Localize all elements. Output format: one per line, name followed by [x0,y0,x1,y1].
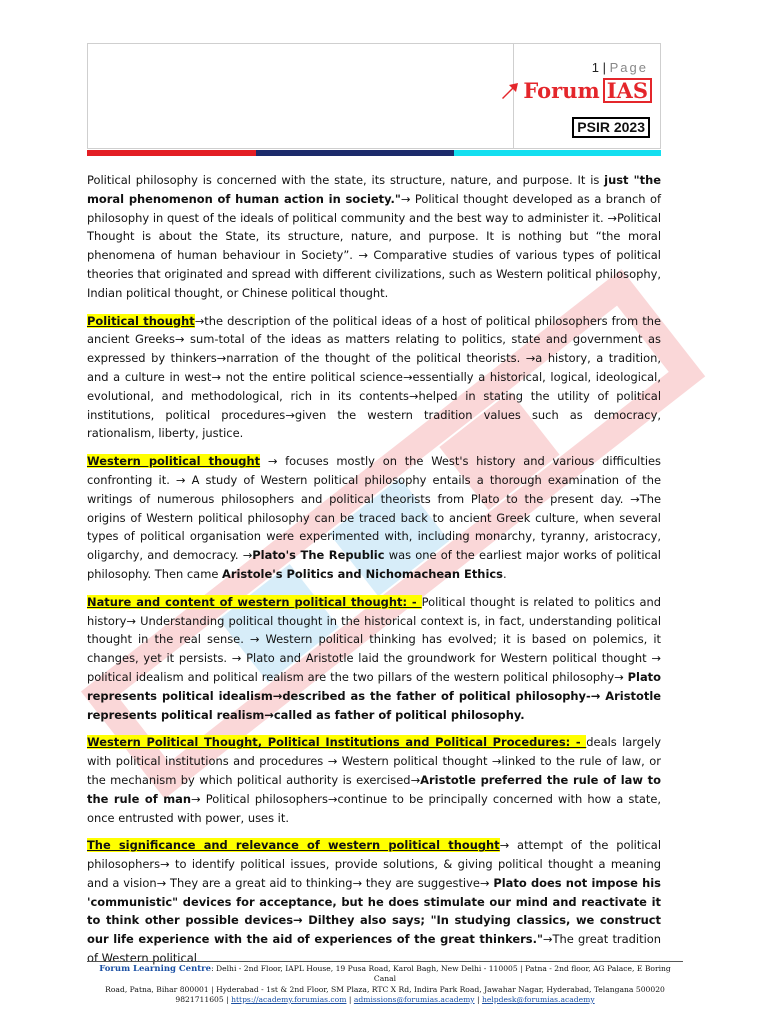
p6-text-a: → attempt of the political philosophers→ to identify political issues, provide solutions, & giving political thought a meaning and a vision→ They are a great aid to thinking→ they are suggestive→ [87,838,661,890]
footer-line-1 [87,964,683,985]
footer-address-2: Road, Patna, Bihar 800001 | Hyderabad - 1st & 2nd Floor, SM Plaza, RTC X Rd, Indira Park Road, Jawahar Nagar, Hyderabad, Telangana 500020 [105,984,665,994]
page-number [592,60,648,75]
p6-heading: The significance and relevance of western political thought [87,838,500,853]
p6-text-c: →The great tradition of Western political [87,932,661,966]
color-bar-red [87,150,256,156]
p3-heading: Western political thought [87,454,261,469]
p3-text-a: → focuses mostly on the West's history and various difficulties confronting it. → A study of Western political philosophy entails a thorough examination of the writings of numerous philosophers and political theorists from Plato to the present day. →The origins of Western political philosophy can be traced back to ancient Greek culture, when several types of political organisation were experimented with, including monarchy, tyranny, aristocracy, oligarchy, and democracy. → [87,454,662,563]
footer-label: Forum Learning Centre [99,964,212,974]
footer-line-3 [87,995,683,1005]
p2-text-a: →the description of the political ideas of a host of political philosophers from the ancient Greeks→ sum-total of the ideas as matters relating to politics, state and government as expressed by thinkers→narration of the thought of the political theorists. →a history, a tradition, and a culture in west→ not the entire political science→essentially a historical, logical, ideological, evolutional, and methodological, rich in its contents→helped in stating the utility of political institutions, political procedures→given the western tradition values such as democracy, rationalism, liberty, justice. [87,313,662,441]
p1-text-b: just "the moral phenomenon of human action in society." [87,173,661,206]
paragraph-significance [87,836,661,968]
p4-heading: Nature and content of western political thought: - [87,594,422,609]
p3-text-b: Plato's The Republic [252,548,385,563]
forumias-logo [500,78,652,103]
footer-helpdesk-email-link[interactable]: helpdesk@forumias.academy [481,994,595,1004]
header-color-bar [87,150,661,156]
p4-text-b: Plato represents political idealism→described as the father of political philosophy-→ Aristotle represents political realism→called as father of political philosophy. [87,669,661,722]
footer-sep-2: | [474,994,482,1004]
page-header [87,43,661,149]
paragraph-institutions-procedures [87,733,661,827]
footer-sep-1: | [346,994,354,1004]
paragraph-intro [87,171,661,303]
p1-text-a: Political philosophy is concerned with the state, its structure, nature, and purpose. It is [87,173,605,187]
logo-text-forum: Forum [523,78,600,103]
footer-address-1: : Delhi - 2nd Floor, IAPL House, 19 Pusa Road, Karol Bagh, New Delhi - 110005 | Patna - 2nd floor, AG Palace, E Boring Canal [211,964,671,984]
logo-text-ias: IAS [603,78,652,103]
page-separator: | [602,60,606,75]
p2-heading: Political thought [87,313,195,328]
p5-text-a: deals largely with political institutions and procedures → Western political thought →linked to the rule of law, or the mechanism by which political authority is exercised→ [87,735,661,787]
p5-text-b: Aristotle preferred the rule of law to the rule of man [87,772,661,806]
page-footer [87,961,683,1005]
footer-admissions-email-link[interactable]: admissions@forumias.academy [353,994,475,1004]
p4-text-a: Political thought is related to politics and history→ Understanding political thought in the historical context is, in fact, understanding political thought in the real sense. → Western political thinking has evolved; it is based on polemics, it changes, yet it persists. → Plato and Aristotle laid the groundwork for Western political thought → political idealism and political realism are the two pillars of the western political philosophy→ [87,594,661,684]
paragraph-nature-content [87,593,661,725]
document-body [87,171,661,977]
footer-website-link[interactable]: https://academy.forumias.com [231,994,347,1004]
p5-text-c: → Political philosophers→continue to be principally concerned with how a state, once entrusted with power, uses it. [87,791,661,825]
p3-text-d: Aristole's Politics and Nichomachean Ethics [222,566,503,581]
color-bar-cyan [454,150,661,156]
p5-heading: Western Political Thought, Political Institutions and Political Procedures: - [87,735,587,750]
p3-text-e: . [502,566,507,581]
paragraph-western-political-thought [87,452,661,584]
p1-text-c: → Political thought developed as a branch of philosophy in quest of the ideals of political community and the best way to administer it. →Political Thought is about the State, its structure, nature, and purpose. It is nothing but “the moral phenomena of human behaviour in Society”. → Comparative studies of various types of political theories that originated and spread with different civilizations, such as Western political philosophy, Indian political thought, or Chinese political thought. [87,191,661,300]
footer-phone: 9821711605 | [175,994,232,1004]
page-word: Page [609,60,648,75]
p3-text-c: was one of the earliest major works of political philosophy. Then came [87,548,661,581]
color-bar-navy [256,150,454,156]
p6-text-b: Plato does not impose his 'communistic" devices for acceptance, but he does stimulate our mind and reactivate it to think other possible devices→ Dilthey also says; "In studying classics, we construct our life experience with the aid of experiences of the great thinkers." [87,875,661,947]
paragraph-political-thought [87,312,661,444]
logo-arrow-icon [500,81,520,101]
page-number-value: 1 [591,60,599,75]
psir-tag: PSIR 2023 [572,117,650,138]
